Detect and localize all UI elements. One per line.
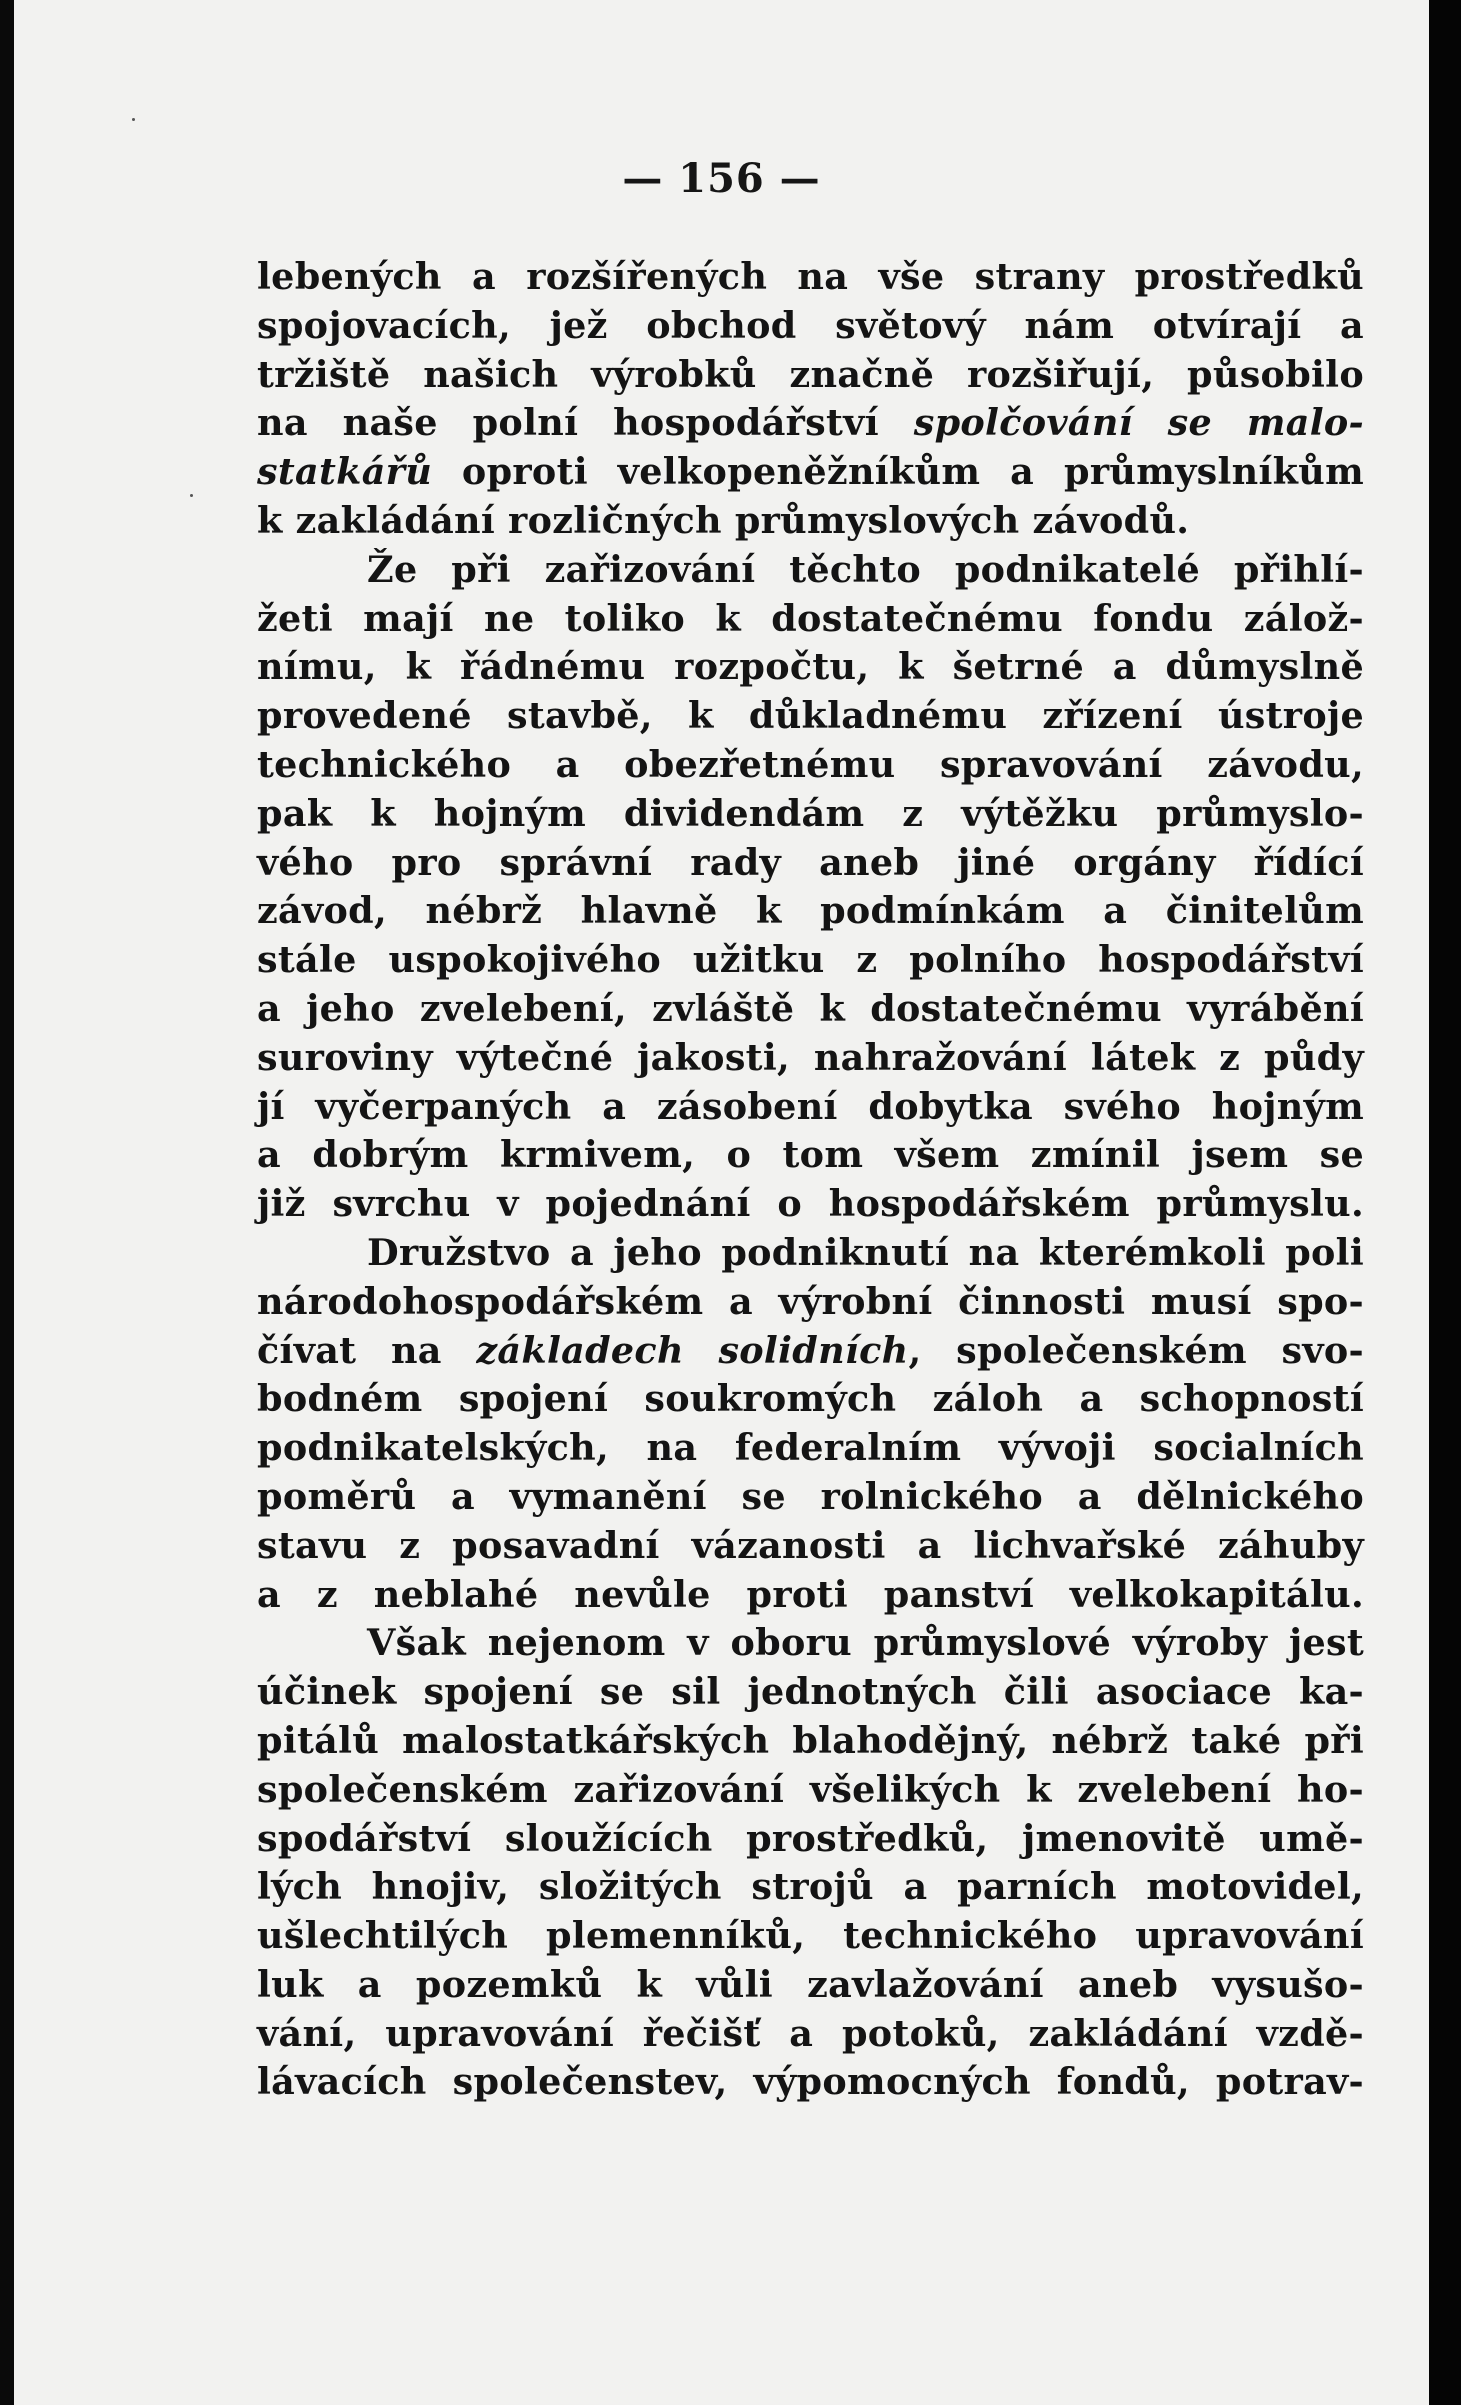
scan-speck [132, 118, 135, 121]
text-line: lých hnojiv, složitých strojů a parních motovidel, [257, 1865, 1364, 1909]
text-line: závod, nébrž hlavně k podmínkám a činitelům [257, 889, 1364, 933]
text-line: tržiště našich výrobků značně rozšiřují, působilo [257, 352, 1364, 396]
text-segment: , společenském svo- [908, 1328, 1364, 1372]
text-line: žeti mají ne toliko k dostatečnému fondu zálož- [257, 596, 1364, 640]
text-line: ušlechtilých plemenníků, technického upravování [257, 1914, 1364, 1958]
text-line: technického a obezřetnému spravování závodu, [257, 742, 1364, 786]
text-line: luk a pozemků k vůli zavlažování aneb vysušo- [257, 1962, 1364, 2006]
text-line: jí vyčerpaných a zásobení dobytka svého hojným [257, 1084, 1364, 1128]
text-line: lebených a rozšířených na vše strany prostředků [257, 255, 1364, 298]
text-line: již svrchu v pojednání o hospodářském průmyslu. [257, 1182, 1364, 1226]
text-line: vého pro správní rady aneb jiné orgány řídící [257, 840, 1364, 884]
text-segment: čívat na [257, 1328, 442, 1372]
text-line: a z neblahé nevůle proti panství velkokapitálu. [257, 1572, 1364, 1616]
text-line: a jeho zvelebení, zvláště k dostatečnému vyrábění [257, 986, 1364, 1030]
text-line: podnikatelských, na federalním vývoji socialních [257, 1426, 1364, 1470]
text-line: spodářství sloužících prostředků, jmenovitě umě- [257, 1816, 1364, 1860]
text-line-with-emphasis [257, 399, 1364, 448]
scan-border-left [0, 0, 14, 2405]
text-line: a dobrým krmivem, o tom všem zmínil jsem se [257, 1133, 1364, 1177]
text-line: poměrů a vymanění se rolnického a dělnického [257, 1474, 1364, 1518]
body-text [257, 253, 1364, 2107]
text-line: spojovacích, jež obchod světový nám otvírají a [257, 303, 1364, 347]
text-line: pak k hojným dividendám z výtěžku průmyslo- [257, 791, 1364, 835]
text-line: pitálů malostatkářských blahodějný, nébrž také při [257, 1718, 1364, 1762]
page-number: — 156 — [622, 155, 821, 202]
scan-speck [190, 494, 193, 497]
text-line: vání, upravování řečišť a potoků, zakládání vzdě- [257, 2011, 1364, 2055]
text-line: bodném spojení soukromých záloh a schopností [257, 1377, 1364, 1421]
text-line: stavu z posavadní vázanosti a lichvařské záhuby [257, 1523, 1364, 1567]
paragraph-first-line: Však nejenom v oboru průmyslové výroby jest [367, 1621, 1364, 1665]
text-segment: oproti velkopeněžníkům a průmyslníkům [461, 450, 1364, 494]
text-line: k zakládání rozličných průmyslových závodů. [257, 498, 1190, 542]
text-line-with-emphasis [257, 448, 1364, 497]
text-line: nímu, k řádnému rozpočtu, k šetrné a důmyslně [257, 645, 1364, 689]
text-line: národohospodářském a výrobní činnosti musí spo- [257, 1279, 1364, 1323]
emphasis-text: základech solidních [476, 1328, 909, 1372]
emphasis-text: spolčování se malo- [913, 401, 1364, 445]
text-line: suroviny výtečné jakosti, nahražování látek z půdy [257, 1035, 1364, 1079]
text-line-with-emphasis [257, 1327, 1364, 1376]
paragraph-first-line: Družstvo a jeho podniknutí na kterémkoli poli [367, 1230, 1364, 1274]
emphasis-text: statkářů [257, 450, 433, 494]
text-line: stále uspokojivého užitku z polního hospodářství [257, 938, 1364, 982]
text-line: účinek spojení se sil jednotných čili asociace ka- [257, 1670, 1364, 1714]
text-segment: na naše polní hospodářství [257, 401, 879, 445]
book-page [14, 0, 1429, 2405]
text-line: provedené stavbě, k důkladnému zřízení ústroje [257, 694, 1364, 738]
paragraph-first-line: Že při zařizování těchto podnikatelé přihlí- [367, 547, 1364, 591]
scan-border-right [1429, 0, 1461, 2405]
text-line: společenském zařizování všelikých k zvelebení ho- [257, 1767, 1364, 1811]
text-line: lávacích společenstev, výpomocných fondů, potrav- [257, 2060, 1364, 2104]
